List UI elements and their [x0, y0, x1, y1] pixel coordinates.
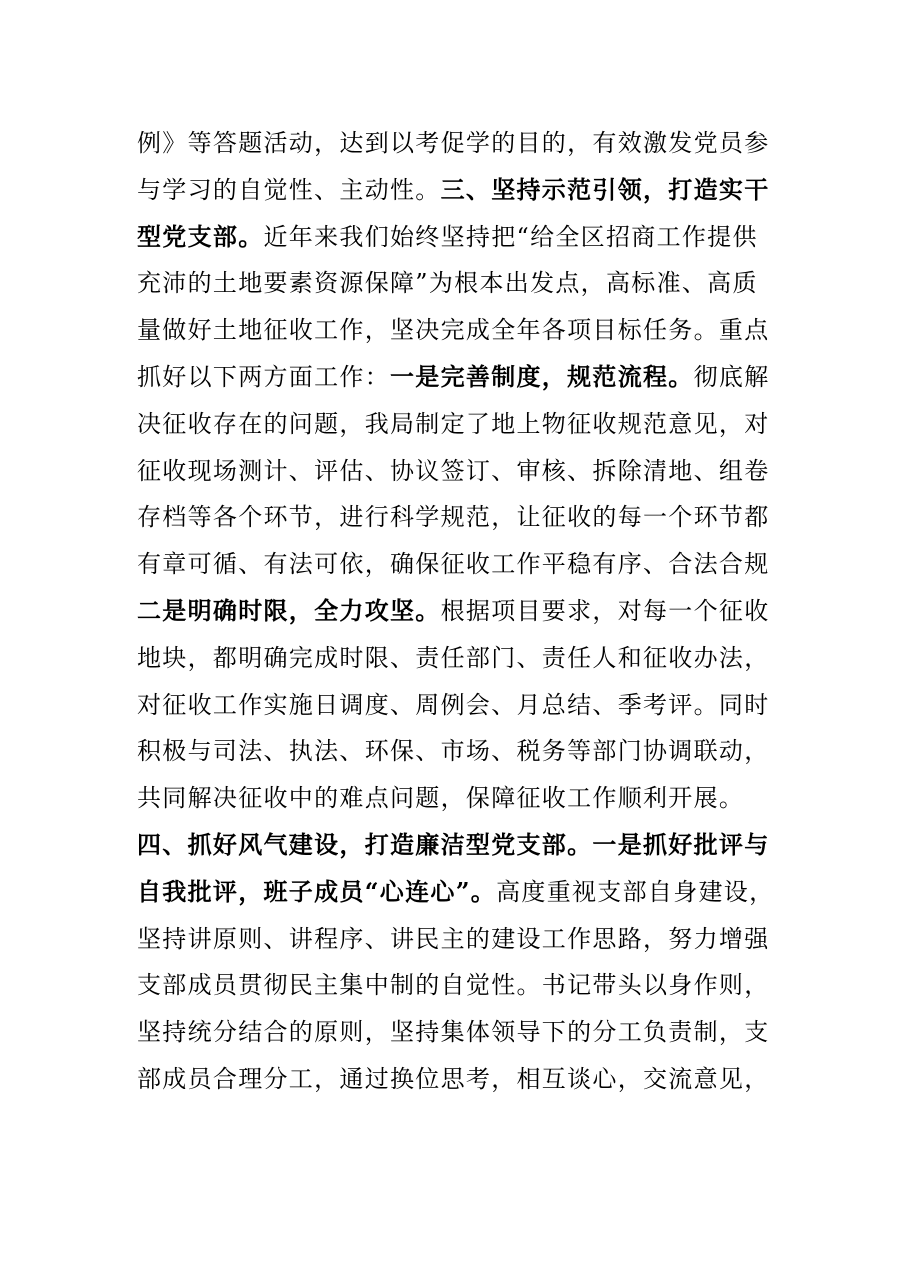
text-segment: 高度重视支部自身建设， — [496, 877, 775, 906]
text-line — [137, 120, 777, 167]
text-line — [137, 260, 777, 307]
text-segment: 抓好以下两方面工作： — [137, 362, 390, 391]
text-line — [137, 401, 777, 448]
text-segment: 积极与司法、执法、环保、市场、税务等部门协调联动， — [137, 737, 770, 766]
text-segment: 彻底解 — [693, 362, 770, 391]
text-segment: 近年来我们始终坚持把“给全区招商工作提供 — [263, 222, 758, 251]
text-line — [137, 354, 777, 401]
text-line — [137, 635, 777, 682]
text-line — [137, 682, 777, 729]
bold-text-segment: 三、坚持示范引领，打造实干 — [440, 174, 770, 204]
text-line — [137, 822, 777, 869]
text-line — [137, 1056, 777, 1103]
text-line — [137, 916, 777, 963]
text-line — [137, 775, 777, 822]
text-segment: 与学习的自觉性、主动性。 — [137, 175, 441, 204]
text-segment: 充沛的土地要素资源保障”为根本出发点，高标准、高质 — [137, 269, 758, 298]
text-line — [137, 1009, 777, 1056]
bold-text-segment: 二是明确时限，全力攻坚。 — [137, 595, 441, 625]
text-segment: 部成员合理分工，通过换位思考，相互谈心，交流意见， — [137, 1064, 770, 1093]
text-segment: 支部成员贯彻民主集中制的自觉性。书记带头以身作则， — [137, 971, 770, 1000]
body-text — [137, 120, 777, 1103]
text-segment: 地块，都明确完成时限、责任部门、责任人和征收办法， — [137, 643, 770, 672]
bold-text-segment: 四、抓好风气建设，打造廉洁型党支部。一是抓好批评与 — [137, 829, 770, 859]
text-line — [137, 728, 777, 775]
text-line — [137, 214, 777, 261]
text-segment: 坚持讲原则、讲程序、讲民主的建设工作思路，努力增强 — [137, 924, 770, 953]
text-line — [137, 588, 777, 635]
text-segment: 决征收存在的问题，我局制定了地上物征收规范意见，对 — [137, 409, 770, 438]
text-segment: 量做好土地征收工作，坚决完成全年各项目标任务。重点 — [137, 316, 770, 345]
text-segment: 例》等答题活动，达到以考促学的目的，有效激发党员参 — [137, 129, 770, 157]
text-segment: 坚持统分结合的原则，坚持集体领导下的分工负责制，支 — [137, 1018, 770, 1047]
text-segment: 征收现场测计、评估、协议签订、审核、拆除清地、组卷 — [137, 456, 770, 485]
bold-text-segment: 型党支部。 — [137, 221, 264, 251]
text-line — [137, 307, 777, 354]
text-line — [137, 448, 777, 495]
text-line — [137, 962, 777, 1009]
text-segment: 共同解决征收中的难点问题，保障征收工作顺利开展。 — [137, 784, 745, 813]
text-line — [137, 869, 777, 916]
bold-text-segment: 一是完善制度，规范流程。 — [390, 361, 694, 391]
text-segment: 根据项目要求，对每一个征收 — [440, 596, 770, 625]
text-line — [137, 541, 777, 588]
text-segment: 对征收工作实施日调度、周例会、月总结、季考评。同时 — [137, 690, 770, 719]
text-segment: 有章可循、有法可依，确保征收工作平稳有序、合法合规 — [137, 550, 770, 579]
text-line — [137, 167, 777, 214]
text-segment: 存档等各个环节，进行科学规范，让征收的每一个环节都 — [137, 503, 770, 532]
text-line — [137, 494, 777, 541]
bold-text-segment: 自我批评，班子成员“心连心”。 — [137, 876, 497, 906]
